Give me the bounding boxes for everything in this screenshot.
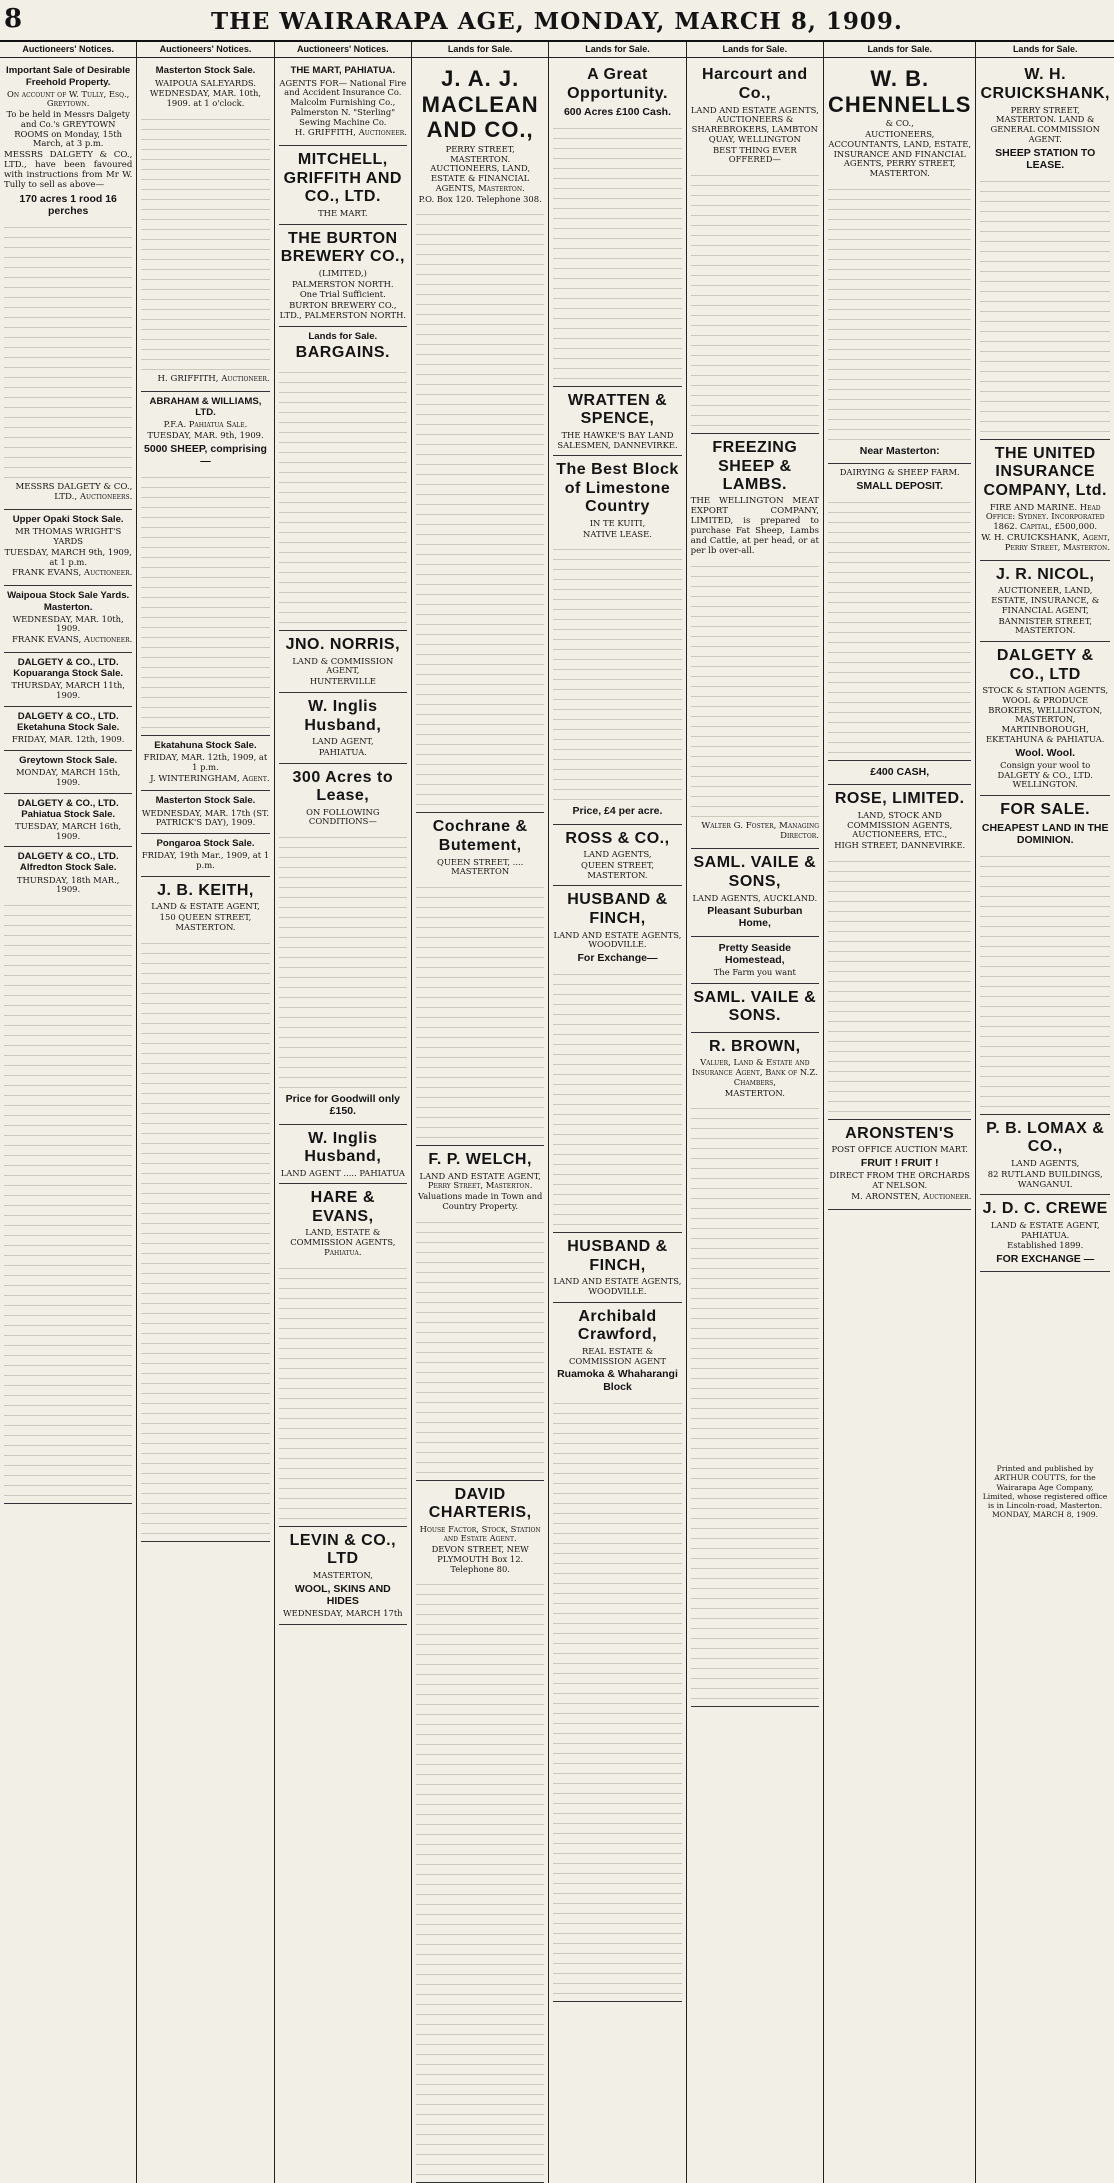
ad-subheading: LAND & ESTATE AGENT, bbox=[151, 901, 260, 912]
ad-date: TUESDAY, MARCH 16th, 1909. bbox=[15, 820, 122, 841]
ad-title: J. B. KEITH, bbox=[157, 881, 254, 899]
ad-signature: Walter G. Foster, Managing Director. bbox=[701, 821, 819, 842]
advertisement bbox=[141, 61, 269, 391]
advertisement bbox=[828, 761, 971, 785]
ad-text: AUCTIONEERS, ACCOUNTANTS, LAND, ESTATE, INSURANCE AND FINANCIAL AGENTS, PERRY STREET, MASTERTON. bbox=[828, 129, 971, 179]
ad-highlight: Price for Goodwill only £150. bbox=[285, 1093, 400, 1118]
advertisement bbox=[553, 825, 681, 887]
body-text-block bbox=[691, 169, 819, 429]
advertisement bbox=[691, 849, 819, 936]
ad-address: BURTON BREWERY CO., LTD., PALMERSTON NORTH. bbox=[279, 300, 407, 320]
page-columns bbox=[0, 42, 1114, 1618]
advertisement bbox=[4, 794, 132, 848]
ad-signature: H. GRIFFITH, Auctioneer. bbox=[157, 373, 270, 384]
ad-highlight: For Exchange— bbox=[577, 952, 658, 964]
advertisement bbox=[4, 510, 132, 586]
advertisement bbox=[4, 586, 132, 653]
advertisement bbox=[141, 736, 269, 792]
advertisement bbox=[279, 61, 407, 146]
ad-subheading: LAND AND ESTATE AGENTS, AUCTIONEERS & SHAREBROKERS, LAMBTON QUAY, WELLINGTON bbox=[690, 104, 819, 144]
body-text-block bbox=[980, 175, 1110, 435]
body-text-block bbox=[828, 496, 971, 756]
ad-subheading: QUEEN STREET, .... MASTERTON bbox=[436, 856, 524, 877]
ad-text: DIRECT FROM THE ORCHARDS AT NELSON. bbox=[829, 1170, 971, 1190]
ad-signature: M. ARONSTEN, Auctioneer. bbox=[851, 1191, 972, 1202]
ad-subheading: LAND AND ESTATE AGENT, Perry Street, Masterton. bbox=[419, 1170, 541, 1191]
advertisement bbox=[4, 653, 132, 707]
ad-title: FREEZING SHEEP & LAMBS. bbox=[712, 439, 798, 494]
ad-title: DAVID CHARTERIS, bbox=[428, 1485, 532, 1522]
ad-subheading: REAL ESTATE & COMMISSION AGENT bbox=[568, 1345, 666, 1366]
advertisement bbox=[279, 146, 407, 224]
body-text-block bbox=[279, 1262, 407, 1522]
ad-subheading: P.F.A. Pahiatua Sale. bbox=[163, 419, 248, 430]
ad-highlight: FOR EXCHANGE — bbox=[996, 1253, 1095, 1266]
ad-heading: Upper Opaki Stock Sale. bbox=[12, 514, 124, 526]
advertisement bbox=[279, 1184, 407, 1526]
ad-heading: Lands for Sale. bbox=[308, 330, 378, 342]
body-text-block bbox=[141, 471, 269, 731]
advertisement bbox=[141, 791, 269, 834]
advertisement bbox=[141, 834, 269, 877]
ad-date: FRIDAY, MAR. 12th, 1909. bbox=[11, 734, 125, 745]
advertisement bbox=[416, 61, 544, 813]
ad-title: THE BURTON BREWERY CO., bbox=[280, 229, 405, 266]
column-1 bbox=[0, 42, 137, 2183]
ad-highlight: 5000 SHEEP, comprising— bbox=[144, 442, 267, 467]
column-8 bbox=[976, 42, 1114, 2183]
ad-subheading: LAND AGENT ..... PAHIATUA bbox=[280, 1167, 405, 1178]
advertisement bbox=[553, 1233, 681, 1303]
ad-subheading: STOCK & STATION AGENTS, WOOL & PRODUCE BROKERS, WELLINGTON, MASTERTON, MARTINBOROUGH, EKETAHUNA & PAHIATUA. bbox=[982, 685, 1109, 744]
ad-text: AGENTS FOR— National Fire and Accident Insurance Co. Malcolm Furnishing Co., Palmerston N. "Sterling" Sewing Machine Co. bbox=[279, 77, 407, 127]
ad-place: PALMERSTON NORTH. bbox=[292, 278, 394, 289]
ad-subheading: PERRY STREET, MASTERTON. LAND & GENERAL COMMISSION AGENT. bbox=[990, 104, 1100, 144]
body-text-block bbox=[416, 208, 544, 808]
ad-subheading: LAND, STOCK AND COMMISSION AGENTS, AUCTIONEERS, ETC., bbox=[847, 809, 953, 840]
advertisement bbox=[691, 984, 819, 1033]
ad-title: THE UNITED INSURANCE COMPANY, Ltd. bbox=[983, 444, 1107, 499]
ad-title: HUSBAND & FINCH, bbox=[567, 1238, 668, 1274]
ad-date: WEDNESDAY, MAR. 10th, 1909. bbox=[12, 613, 124, 634]
ad-date: MONDAY, MARCH 15th, 1909. bbox=[15, 767, 121, 787]
body-text-block bbox=[416, 881, 544, 1141]
ad-subheading: LAND AGENT, bbox=[312, 736, 374, 747]
body-text-block bbox=[691, 1102, 819, 1702]
ad-subheading: Valuer, Land & Estate and Insurance Agent, Bank of N.Z. Chambers, bbox=[691, 1057, 818, 1087]
ad-title: R. BROWN, bbox=[709, 1037, 801, 1055]
page-number: 8 bbox=[4, 4, 23, 34]
column-3 bbox=[275, 42, 412, 2183]
ad-signature: W. H. CRUICKSHANK, Agent, Perry Street, Masterton. bbox=[981, 532, 1110, 553]
ad-highlight: Price, £4 per acre. bbox=[572, 805, 663, 818]
ad-title: HUSBAND & FINCH, bbox=[567, 891, 668, 927]
ad-heading: Important Sale of Desirable Freehold Property. bbox=[6, 65, 131, 88]
ad-signature: J. WINTERINGHAM, Agent. bbox=[150, 773, 270, 784]
advertisement bbox=[416, 813, 544, 1146]
ad-title: J. R. NICOL, bbox=[995, 565, 1095, 583]
advertisement bbox=[980, 1195, 1110, 1272]
column-heading: Lands for Sale. bbox=[687, 42, 823, 58]
advertisement bbox=[279, 1125, 407, 1185]
advertisement bbox=[980, 561, 1110, 642]
ad-text: The Farm you want bbox=[713, 966, 796, 977]
ad-title: W. B. CHENNELLS bbox=[827, 66, 972, 117]
ad-place: PAHIATUA. bbox=[318, 746, 367, 757]
ad-subheading: THE MART. bbox=[318, 207, 368, 218]
ad-subheading: AUCTIONEER, LAND, ESTATE, INSURANCE, & FINANCIAL AGENT, bbox=[991, 585, 1100, 615]
ad-title: J. A. J. MACLEAN AND CO., bbox=[421, 66, 539, 143]
ad-subheading: THE HAWKE'S BAY LAND SALESMEN, DANNEVIRKE. bbox=[557, 429, 678, 450]
ad-subheading: LAND AND ESTATE AGENTS, WOODVILLE. bbox=[553, 929, 682, 950]
ad-date: FRIDAY, MAR. 12th, 1909, at 1 p.m. bbox=[143, 752, 268, 772]
advertisement bbox=[279, 693, 407, 764]
ad-body: THE WELLINGTON MEAT EXPORT COMPANY, LIMITED, is prepared to purchase Fat Sheep, Lambs and Cattle, at per head, or at per lb over-all. bbox=[690, 495, 819, 556]
ad-heading: Masterton Stock Sale. bbox=[155, 65, 256, 77]
body-text-block bbox=[828, 183, 971, 443]
body-text-block bbox=[553, 122, 681, 382]
ad-title: Cochrane & Butement, bbox=[432, 818, 528, 855]
advertisement bbox=[141, 877, 269, 1542]
advertisement bbox=[828, 61, 971, 464]
ad-address: QUEEN STREET, MASTERTON. bbox=[580, 859, 654, 880]
imprint-date: MONDAY, MARCH 8, 1909. bbox=[992, 1509, 1098, 1519]
advertisement bbox=[416, 1481, 544, 2183]
ad-heading: DALGETY & CO., LTD. Kopuaranga Stock Sale. bbox=[13, 657, 124, 680]
column-heading: Auctioneers' Notices. bbox=[137, 42, 273, 58]
ad-subheading: LAND, ESTATE & COMMISSION AGENTS, Pahiatua. bbox=[290, 1227, 396, 1257]
ad-place: NATIVE LEASE. bbox=[583, 528, 652, 539]
ad-date: WEDNESDAY, MAR. 17th (ST. PATRICK'S DAY), 1909. bbox=[141, 807, 270, 828]
advertisement bbox=[553, 456, 681, 824]
ad-signature: MESSRS DALGETY & CO., LTD., Auctioneers. bbox=[15, 482, 133, 503]
ad-date: FRIDAY, 19th Mar., 1909, at 1 p.m. bbox=[141, 850, 270, 870]
ad-text: BEST THING EVER OFFERED— bbox=[712, 144, 797, 165]
advertisement bbox=[553, 387, 681, 457]
ad-address: 82 RUTLAND BUILDINGS, WANGANUI. bbox=[987, 1168, 1103, 1189]
ad-title: ROSS & CO., bbox=[565, 829, 670, 847]
ad-highlight: Pleasant Suburban Home, bbox=[707, 905, 803, 930]
body-text-block bbox=[553, 1397, 681, 1997]
ad-title: W. H. CRUICKSHANK, bbox=[980, 66, 1110, 102]
ad-subheading: LAND AGENTS, AUCKLAND. bbox=[692, 892, 818, 903]
column-heading: Auctioneers' Notices. bbox=[275, 42, 411, 58]
ad-highlight: Wool. Wool. bbox=[1015, 746, 1076, 759]
advertisement bbox=[691, 434, 819, 849]
printer-imprint bbox=[980, 1464, 1110, 1519]
advertisement bbox=[553, 1303, 681, 2002]
body-text-block bbox=[4, 899, 132, 1499]
ad-body: MESSRS DALGETY & CO., LTD., have been favoured with instructions from Mr W. Tully to sell as above— bbox=[4, 150, 133, 191]
advertisement bbox=[4, 707, 132, 751]
column-heading: Lands for Sale. bbox=[824, 42, 975, 58]
ad-title: W. Inglis Husband, bbox=[304, 1129, 382, 1166]
ad-highlight: Ruamoka & Whaharangi Block bbox=[557, 1368, 678, 1393]
ad-subheading: LAND AGENTS, bbox=[583, 849, 652, 860]
body-text-block bbox=[279, 831, 407, 1091]
ad-subheading: (LIMITED,) bbox=[318, 267, 367, 278]
body-text-block bbox=[553, 543, 681, 803]
ad-heading: ABRAHAM & WILLIAMS, LTD. bbox=[149, 395, 262, 418]
ad-address: BANNISTER STREET, MASTERTON. bbox=[998, 615, 1092, 636]
ad-subheading: On account of W. Tully, Esq., Greytown. bbox=[6, 88, 130, 109]
column-heading: Lands for Sale. bbox=[412, 42, 548, 58]
ad-date: WEDNESDAY, MAR. 10th, 1909. at 1 o'clock. bbox=[149, 88, 262, 109]
body-text-block bbox=[828, 855, 971, 1115]
body-text-block bbox=[553, 968, 681, 1228]
column-2 bbox=[137, 42, 274, 2183]
column-heading: Lands for Sale. bbox=[549, 42, 685, 58]
ad-title: JNO. NORRIS, bbox=[285, 636, 401, 654]
body-text-block bbox=[4, 221, 132, 481]
ad-title: WRATTEN & SPENCE, bbox=[567, 391, 668, 428]
advertisement bbox=[980, 796, 1110, 1115]
advertisement bbox=[4, 751, 132, 794]
column-heading: Lands for Sale. bbox=[976, 42, 1114, 58]
column-heading: Auctioneers' Notices. bbox=[0, 42, 136, 58]
advertisement bbox=[279, 1527, 407, 1625]
ad-signature: H. GRIFFITH, Auctioneer. bbox=[294, 128, 407, 139]
ad-title: BARGAINS. bbox=[295, 343, 390, 361]
ad-date: THURSDAY, 18th MAR., 1909. bbox=[16, 874, 120, 895]
ad-date: THURSDAY, MARCH 11th, 1909. bbox=[11, 680, 125, 701]
column-4 bbox=[412, 42, 549, 2183]
ad-title: ARONSTEN'S bbox=[845, 1124, 955, 1142]
ad-text: Consign your wool to DALGETY & CO., LTD. WELLINGTON. bbox=[997, 759, 1093, 790]
ad-highlight: SMALL DEPOSIT. bbox=[856, 479, 944, 492]
advertisement bbox=[828, 785, 971, 1120]
body-text-block bbox=[980, 850, 1110, 1110]
ad-title: W. Inglis Husband, bbox=[304, 697, 382, 734]
ad-heading: Waipoua Stock Sale Yards. Masterton. bbox=[7, 590, 130, 613]
ad-highlight: FRUIT ! FRUIT ! bbox=[860, 1157, 939, 1170]
ad-highlight: £400 CASH, bbox=[870, 766, 930, 779]
ad-date: WEDNESDAY, MARCH 17th bbox=[283, 1607, 403, 1618]
ad-title: The Best Block of Limestone Country bbox=[556, 461, 679, 516]
ad-text: DAIRYING & SHEEP FARM. bbox=[839, 467, 960, 478]
advertisement bbox=[553, 886, 681, 1233]
advertisement bbox=[416, 1146, 544, 1481]
ad-title: P. B. LOMAX & CO., bbox=[986, 1119, 1105, 1156]
ad-heading: Masterton Stock Sale. bbox=[155, 795, 256, 807]
ad-heading: DALGETY & CO., LTD. Alfredton Stock Sale. bbox=[17, 851, 119, 874]
advertisement bbox=[980, 440, 1110, 561]
ad-highlight: SHEEP STATION TO LEASE. bbox=[995, 146, 1096, 171]
ad-place: MASTERTON. bbox=[724, 1087, 785, 1098]
ad-highlight: 600 Acres £100 Cash. bbox=[563, 105, 671, 118]
ad-date: TUESDAY, MARCH 9th, 1909, at 1 p.m. bbox=[4, 546, 132, 567]
ad-highlight: CHEAPEST LAND IN THE DOMINION. bbox=[981, 821, 1109, 846]
advertisement bbox=[279, 225, 407, 327]
ad-heading: Pongaroa Stock Sale. bbox=[156, 838, 255, 850]
advertisement bbox=[980, 1115, 1110, 1195]
ad-title: A Great Opportunity. bbox=[567, 66, 668, 102]
ad-subheading: LAND AGENTS, bbox=[1011, 1158, 1080, 1168]
ad-subheading: MASTERTON, bbox=[312, 1569, 373, 1580]
ad-subheading: ON FOLLOWING CONDITIONS— bbox=[306, 806, 380, 827]
ad-title: Archibald Crawford, bbox=[577, 1307, 658, 1344]
ad-signature: FRANK EVANS, Auctioneer. bbox=[11, 568, 133, 579]
ad-contact: P.O. Box 120. Telephone 308. bbox=[418, 193, 542, 204]
ad-subheading: LAND & COMMISSION AGENT, bbox=[292, 655, 394, 676]
advertisement bbox=[279, 631, 407, 693]
ad-highlight: WOOL, SKINS AND HIDES bbox=[294, 1582, 391, 1607]
body-text-block bbox=[141, 113, 269, 373]
body-text-block bbox=[279, 366, 407, 626]
ad-highlight: Near Masterton: bbox=[859, 444, 940, 457]
ad-subheading: LAND AND ESTATE AGENTS, WOODVILLE. bbox=[553, 1276, 682, 1297]
ad-date: TUESDAY, MAR. 9th, 1909. bbox=[147, 429, 264, 440]
ad-subheading: WAIPOUA SALEYARDS. bbox=[154, 77, 257, 88]
advertisement bbox=[4, 847, 132, 1504]
ad-subheading: IN TE KUITI, bbox=[589, 517, 646, 528]
ad-heading: Ekatahuna Stock Sale. bbox=[154, 739, 257, 751]
ad-place: HUNTERVILLE bbox=[309, 676, 376, 687]
ad-text: One Trial Sufficient. bbox=[299, 289, 386, 300]
advertisement bbox=[828, 1120, 971, 1210]
advertisement bbox=[691, 937, 819, 984]
ad-title: MITCHELL, GRIFFITH AND CO., LTD. bbox=[283, 151, 402, 206]
ad-heading: THE MART, PAHIATUA. bbox=[290, 65, 396, 77]
body-text-block bbox=[416, 1578, 544, 2178]
ad-subheading: LAND & ESTATE AGENT, PAHIATUA. bbox=[990, 1219, 1100, 1240]
ad-highlight: Pretty Seaside Homestead, bbox=[718, 941, 791, 966]
ad-text: Valuations made in Town and Country Property. bbox=[417, 1191, 543, 1211]
ad-text: To be held in Messrs Dalgety and Co.'s GREYTOWN ROOMS on Monday, 15th March, at 3 p.m. bbox=[6, 109, 130, 149]
ad-title: 300 Acres to Lease, bbox=[292, 768, 394, 805]
ad-subheading: POST OFFICE AUCTION MART. bbox=[831, 1144, 968, 1155]
advertisement bbox=[980, 61, 1110, 439]
ad-highlight: 170 acres 1 rood 16 perches bbox=[19, 193, 117, 218]
advertisement bbox=[141, 392, 269, 736]
ad-subheading: MR THOMAS WRIGHT'S YARDS bbox=[15, 526, 122, 547]
ad-title: Harcourt and Co., bbox=[702, 66, 808, 102]
imprint-text: Printed and published by ARTHUR COUTTS, for the Wairarapa Age Company, Limited, whose registered office is in Lincoln-road, Masterton. bbox=[982, 1464, 1108, 1510]
newspaper-title: THE WAIRARAPA AGE, MONDAY, MARCH 8, 1909. bbox=[211, 8, 903, 35]
ad-title: ROSE, LIMITED. bbox=[834, 790, 965, 808]
advertisement bbox=[691, 61, 819, 434]
ad-heading: Greytown Stock Sale. bbox=[19, 754, 118, 766]
column-7 bbox=[824, 42, 976, 2183]
ad-address: DEVON STREET, NEW PLYMOUTH Box 12. Telephone 80. bbox=[431, 1544, 529, 1574]
advertisement bbox=[691, 1033, 819, 1708]
ad-subheading: & CO., bbox=[885, 118, 914, 129]
advertisement bbox=[279, 764, 407, 1125]
ad-subheading: PERRY STREET, MASTERTON. AUCTIONEERS, LAND, ESTATE & FINANCIAL AGENTS, Masterton. bbox=[430, 143, 531, 193]
column-5 bbox=[549, 42, 686, 2183]
ad-heading: DALGETY & CO., LTD. Pahiatua Stock Sale. bbox=[17, 797, 119, 820]
body-text-block bbox=[416, 1216, 544, 1476]
ad-text: Established 1899. bbox=[1007, 1240, 1084, 1251]
ad-title: J. D. C. CREWE bbox=[982, 1200, 1108, 1218]
ad-title: LEVIN & CO., LTD bbox=[289, 1531, 397, 1568]
ad-subheading: House Factor, Stock, Station and Estate Agent. bbox=[419, 1523, 541, 1544]
ad-title: SAML. VAILE & SONS, bbox=[693, 854, 817, 890]
advertisement bbox=[980, 642, 1110, 796]
column-6 bbox=[687, 42, 824, 2183]
ad-title: FOR SALE. bbox=[1000, 801, 1091, 819]
ad-signature: FRANK EVANS, Auctioneer. bbox=[11, 635, 133, 646]
ad-title: DALGETY & CO., LTD bbox=[996, 647, 1094, 683]
ad-address: 150 QUEEN STREET, MASTERTON. bbox=[159, 912, 252, 932]
advertisement bbox=[828, 464, 971, 761]
body-text-block bbox=[691, 560, 819, 820]
body-text-block bbox=[141, 937, 269, 1537]
advertisement bbox=[4, 61, 132, 510]
masthead bbox=[0, 0, 1114, 42]
advertisement bbox=[279, 327, 407, 632]
ad-address: HIGH STREET, DANNEVIRKE. bbox=[834, 840, 966, 851]
advertisement bbox=[553, 61, 681, 386]
ad-title: F. P. WELCH, bbox=[428, 1151, 532, 1169]
ad-title: HARE & EVANS, bbox=[310, 1189, 375, 1225]
ad-title: SAML. VAILE & SONS. bbox=[693, 988, 817, 1025]
ad-heading: DALGETY & CO., LTD. Eketahuna Stock Sale. bbox=[16, 710, 120, 734]
ad-subheading: FIRE AND MARINE. Head Office: Sydney. Incorporated 1862. Capital, £500,000. bbox=[985, 501, 1105, 532]
